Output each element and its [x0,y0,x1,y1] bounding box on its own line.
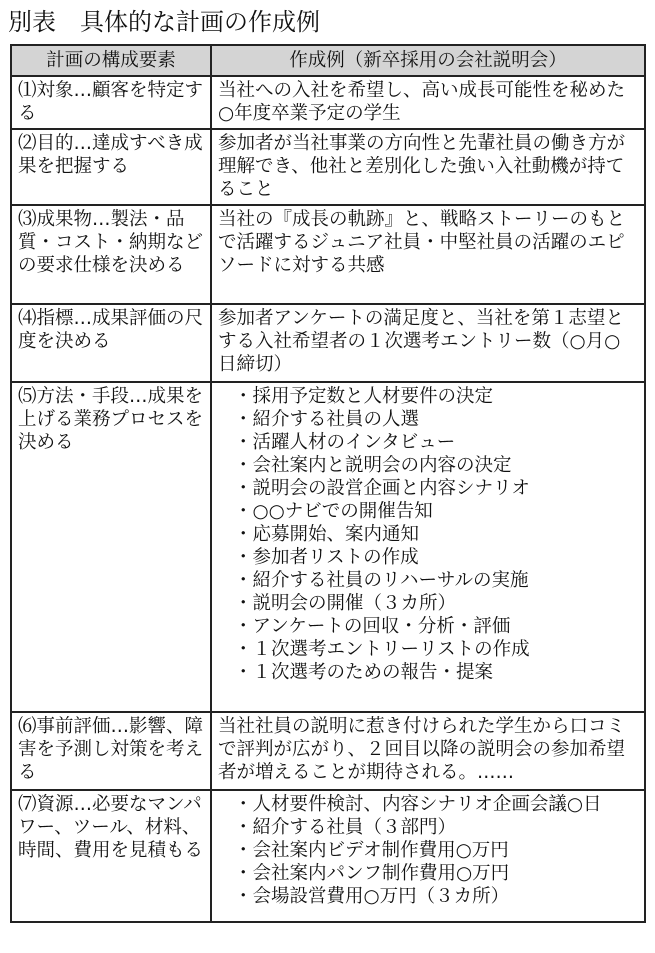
list-item: ・紹介する社員の人選 [234,409,420,430]
list-item: ・アンケートの回収・分析・評価 [234,616,511,637]
list-item: ・活躍人材のインタビュー [234,432,456,453]
row-7-list [218,793,638,908]
row-2-element: ⑵目的…達成すべき成果を把握する [11,129,211,205]
header-element: 計画の構成要素 [11,45,211,76]
list-item: ・応募開始、案内通知 [234,524,420,545]
list-item: ・○○ナビでの開催告知 [234,501,433,522]
header-example: 作成例（新卒採用の会社説明会） [211,45,645,76]
list-item: ・１次選考エントリーリストの作成 [234,639,530,660]
list-item: ・参加者リストの作成 [234,547,419,568]
row-6-example: 当社社員の説明に惹き付けられた学生から口コミで評判が広がり、２回目以降の説明会の参加希望者が増えることが期待される。…… [211,712,645,790]
row-6-element: ⑹事前評価…影響、障害を予測し対策を考える [11,712,211,790]
table-row [11,790,645,922]
page-title: 別表 具体的な計画の作成例 [8,8,320,36]
table-row [11,129,645,205]
list-item: ・紹介する社員（３部門） [234,817,457,838]
row-1-example: 当社への入社を希望し、高い成長可能性を秘めた○年度卒業予定の学生 [211,76,645,129]
row-4-example: 参加者アンケートの満足度と、当社を第１志望とする入社希望者の１次選考エントリー数（○月○日締切） [211,304,645,382]
list-item: ・説明会の開催（３カ所） [234,593,457,614]
list-item: ・会場設営費用○万円（３カ所） [234,886,510,907]
row-5-list [218,385,638,684]
row-3-element: ⑶成果物…製法・品質・コスト・納期などの要求仕様を決める [11,205,211,304]
plan-table [10,44,646,923]
row-2-example: 参加者が当社事業の方向性と先輩社員の働き方が理解でき、他社と差別化した強い入社動機が持てること [211,129,645,205]
row-1-element: ⑴対象…顧客を特定する [11,76,211,129]
row-5-element: ⑸方法・手段…成果を上げる業務プロセスを決める [11,382,211,712]
list-item: ・会社案内ビデオ制作費用○万円 [234,840,509,861]
row-4-element: ⑷指標…成果評価の尺度を決める [11,304,211,382]
table-row [11,382,645,712]
list-item: ・１次選考のための報告・提案 [234,662,494,683]
list-item: ・紹介する社員のリハーサルの実施 [234,570,529,591]
table-row [11,712,645,790]
list-item: ・説明会の設営企画と内容シナリオ [234,478,530,499]
list-item: ・採用予定数と人材要件の決定 [234,386,494,407]
table-row [11,304,645,382]
row-5-example [211,382,645,712]
table-row [11,205,645,304]
row-7-element: ⑺資源…必要なマンパワー、ツール、材料、時間、費用を見積もる [11,790,211,922]
list-item: ・会社案内と説明会の内容の決定 [234,455,512,476]
list-item: ・人材要件検討、内容シナリオ企画会議○日 [234,794,602,815]
row-7-example [211,790,645,922]
table-header-row [11,45,645,76]
row-3-example: 当社の『成長の軌跡』と、戦略ストーリーのもとで活躍するジュニア社員・中堅社員の活躍のエピソードに対する共感 [211,205,645,304]
table-row [11,76,645,129]
list-item: ・会社案内パンフ制作費用○万円 [234,863,510,884]
